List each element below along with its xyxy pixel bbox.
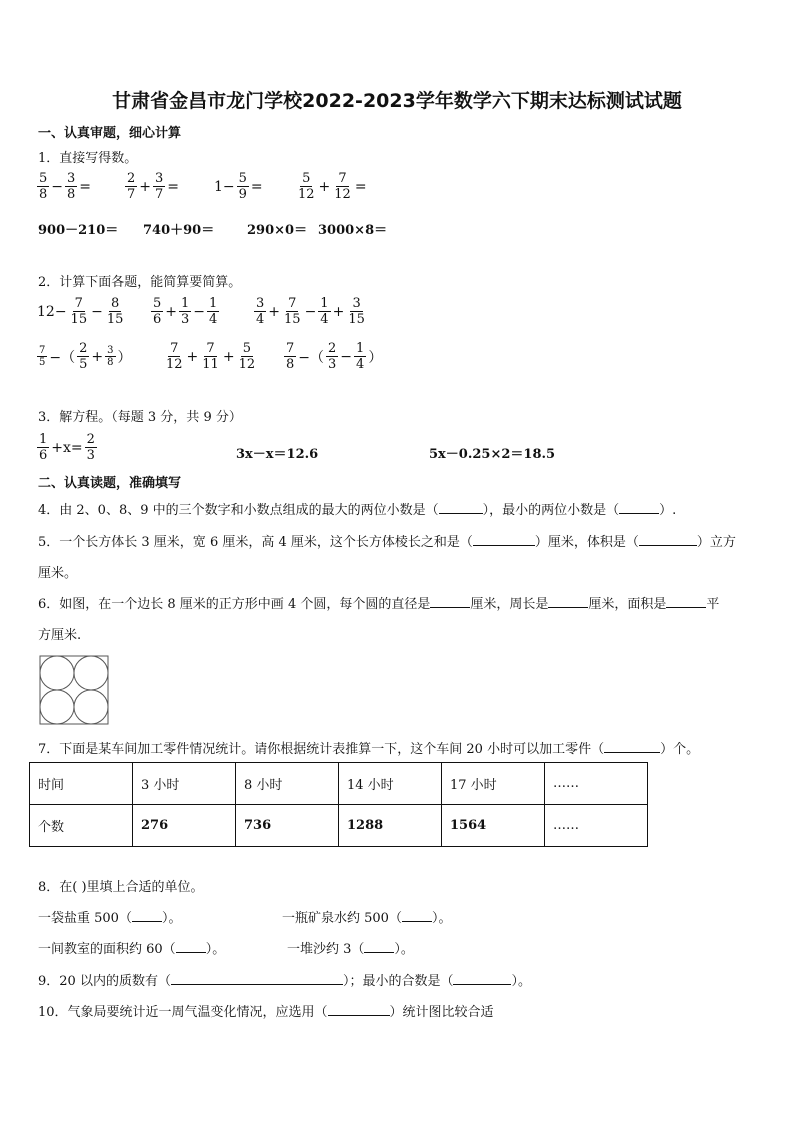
section-2-heading: 二、认真读题，准确填写 [38,476,182,491]
q1-expression-3: 1− $\frac{5}{9}$ = [214,171,263,202]
statistics-table [29,762,648,847]
q8-label: 8．在( )里填上合适的单位。 [38,880,204,895]
q2-expression-2: $\frac{5}{6}$ + $\frac{1}{3}$ − $\frac{1}{4}$ [153,296,218,327]
answer-blank[interactable] [171,984,343,985]
q7: 7．下面是某车间加工零件情况统计。请你根据统计表推算一下，这个车间 20 小时可以加工零件（ ）个。 [38,742,700,757]
q8-item-2: 一瓶矿泉水约 500（ ）。 [282,911,452,926]
answer-blank[interactable] [176,952,206,953]
q1-expression-4: $\frac{5}{12}$ + $\frac{7}{12}$ = [298,171,367,202]
answer-blank[interactable] [430,607,470,608]
q5: 5．一个长方体长 3 厘米，宽 6 厘米，高 4 厘米，这个长方体棱长之和是（ ）厘米，体积是（ ）立方 [38,535,736,550]
q8-item-4: 一堆沙约 3（ ）。 [287,942,414,957]
q1-label: 1．直接写得数。 [38,151,138,166]
q1-oral-4: 3000×8＝ [318,223,388,238]
circle [74,690,108,724]
answer-blank[interactable] [619,513,659,514]
circle [40,656,74,690]
table-cell: 3 小时 [133,763,236,805]
q2-expression-5: $\frac{7}{12}$ + $\frac{7}{11}$ + $\frac{5}{12}$ [166,341,256,372]
q1-oral-1: 900－210＝ [38,223,119,238]
fraction: $\frac{5}{12}$ [298,171,315,202]
page-title: 甘肃省金昌市龙门学校2022-2023学年数学六下期末达标测试试题 [112,90,682,112]
q6: 6．如图，在一个边长 8 厘米的正方形中画 4 个圆，每个圆的直径是 厘米，周长是 厘米，面积是 平 [38,597,720,612]
answer-blank[interactable] [548,607,588,608]
table-cell: 个数 [30,805,133,847]
answer-blank[interactable] [473,545,535,546]
answer-blank[interactable] [604,752,660,753]
answer-blank[interactable] [328,1015,390,1016]
q1-oral-2: 740＋90＝ [143,223,215,238]
q5-continued: 厘米。 [38,566,78,581]
answer-blank[interactable] [453,984,511,985]
fraction: $\frac{5}{8}$ [39,171,48,202]
fraction: $\frac{5}{9}$ [238,171,247,202]
table-row [30,763,648,805]
square-with-four-circles-figure [39,655,109,725]
q6-continued: 方厘米. [38,628,82,643]
table-cell: 736 [236,805,339,847]
circle [40,690,74,724]
q3-equation-2: 3x－x＝12.6 [236,447,319,462]
q2-expression-3: $\frac{3}{4}$ + $\frac{7}{15}$ − $\frac{1}{4}$ + $\frac{3}{15}$ [256,296,365,327]
fraction: $\frac{3}{7}$ [155,171,164,202]
q2-expression-6: $\frac{7}{8}$ −（ $\frac{2}{3}$ − $\frac{1}{4}$ ） [286,341,383,372]
q2-label: 2．计算下面各题，能简算要简算。 [38,275,242,290]
table-cell: 1564 [442,805,545,847]
table-cell: 时间 [30,763,133,805]
fraction: $\frac{3}{8}$ [67,171,76,202]
q2-expression-1: 12− $\frac{7}{15}$ − $\frac{8}{15}$ [37,296,124,327]
table-cell: …… [545,805,648,847]
q8-item-1: 一袋盐重 500（ ）。 [38,911,182,926]
q3-label: 3．解方程。（每题 3 分，共 9 分） [38,410,242,425]
answer-blank[interactable] [439,513,483,514]
table-cell: 276 [133,805,236,847]
answer-blank[interactable] [132,921,162,922]
circle [74,656,108,690]
answer-blank[interactable] [666,607,706,608]
section-1-heading: 一、认真审题，细心计算 [38,126,182,141]
table-cell: 17 小时 [442,763,545,805]
q1-expression-1: $\frac{5}{8}$ − $\frac{3}{8}$ = [39,171,92,202]
q10: 10．气象局要统计近一周气温变化情况，应选用（ ）统计图比较合适 [38,1005,494,1020]
q1-oral-3: 290×0＝ [247,223,308,238]
answer-blank[interactable] [402,921,432,922]
table-cell: 8 小时 [236,763,339,805]
q1-expression-2: $\frac{2}{7}$ + $\frac{3}{7}$ = [127,171,180,202]
q8-item-3: 一间教室的面积约 60（ ）。 [38,942,226,957]
q4: 4．由 2、0、8、9 中的三个数字和小数点组成的最大的两位小数是（ ），最小的两位小数是（ ）. [38,503,677,518]
table-cell: 14 小时 [339,763,442,805]
answer-blank[interactable] [364,952,394,953]
table-row [30,805,648,847]
q9: 9．20 以内的质数有（ ）；最小的合数是（ ）。 [38,974,531,989]
q3-equation-1: $\frac{1}{6}$ +x= $\frac{2}{3}$ [39,432,95,463]
table-cell: …… [545,763,648,805]
table-cell: 1288 [339,805,442,847]
square [40,656,108,724]
fraction: $\frac{7}{12}$ [334,171,351,202]
fraction: $\frac{2}{7}$ [127,171,136,202]
q3-equation-3: 5x－0.25×2＝18.5 [429,447,556,462]
q2-expression-4: $\frac{7}{5}$ −（ $\frac{2}{5}$ + $\frac{3}{8}$ ） [39,341,132,372]
answer-blank[interactable] [639,545,697,546]
